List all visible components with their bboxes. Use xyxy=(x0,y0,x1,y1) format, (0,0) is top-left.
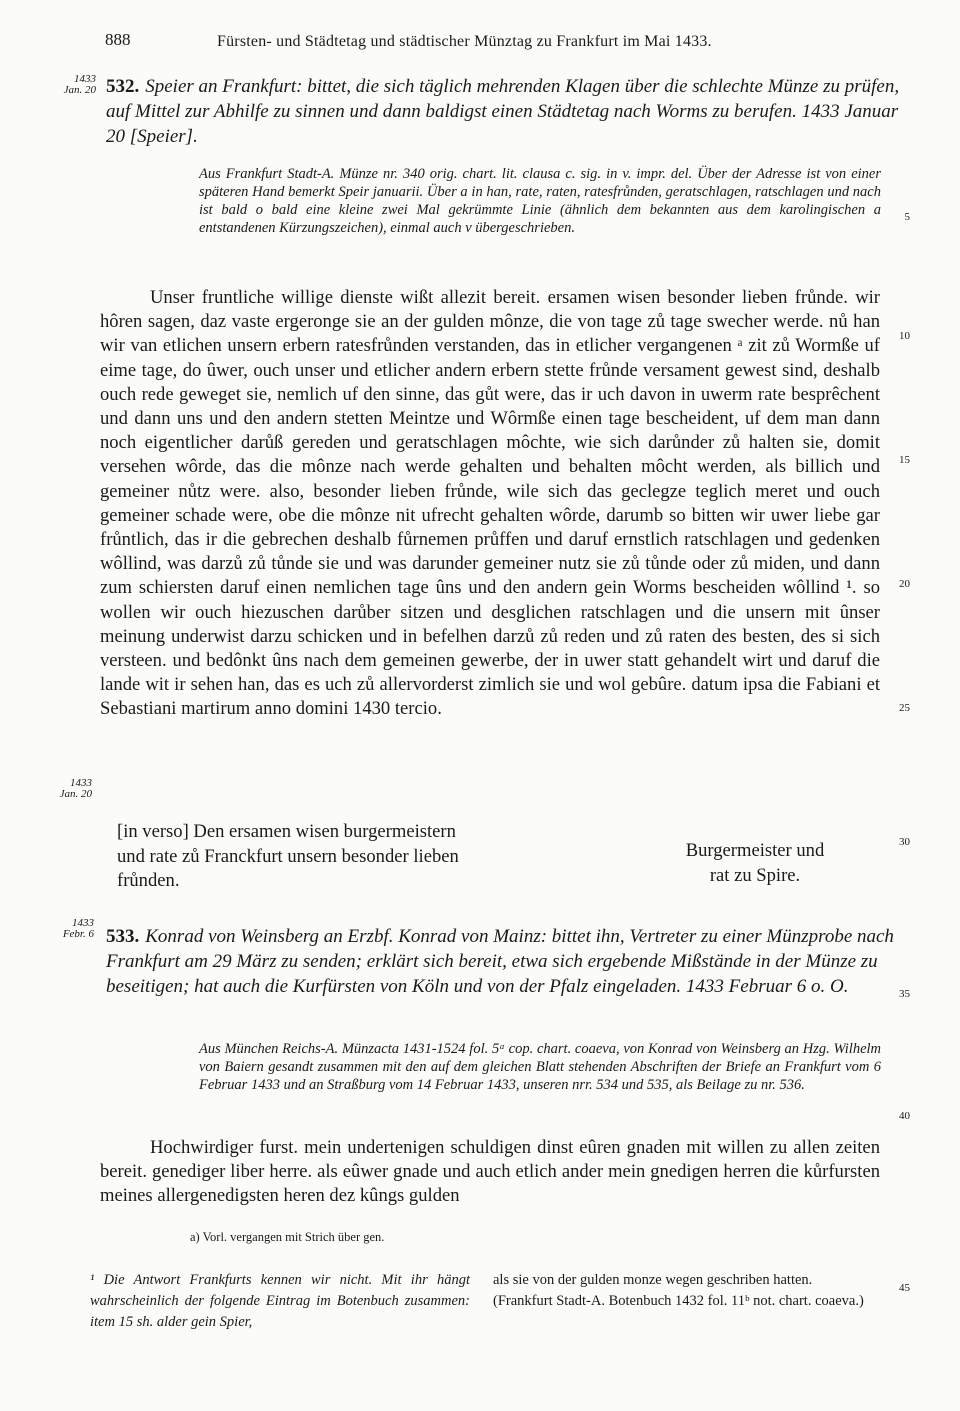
verso-text: [in verso] Den ersamen wisen burgermeistern und rate zů Franckfurt unsern besonder lieben frůnden. xyxy=(117,821,459,891)
margin-day: Febr. 6 xyxy=(62,928,94,940)
margin-day: Jan. 20 xyxy=(59,788,92,800)
line-number: 10 xyxy=(899,330,910,342)
footnote-a: a) Vorl. vergangen mit Strich über gen. xyxy=(190,1230,385,1244)
margin-date-datum xyxy=(42,778,92,800)
margin-year: 1433 xyxy=(74,73,96,85)
page-number: 888 xyxy=(105,30,131,49)
signature-line: rat zu Spire. xyxy=(709,865,801,886)
entry-532-heading xyxy=(106,74,902,149)
footnote-1-right: als sie von der gulden monze wegen geschriben hatten. (Frankfurt Stadt-A. Botenbuch 1432 fol. 11ᵇ not. chart. coaeva.) xyxy=(493,1272,864,1309)
line-number: 25 xyxy=(899,702,910,714)
line-number: 20 xyxy=(899,578,910,590)
address-verso xyxy=(117,820,479,894)
line-number: 35 xyxy=(899,988,910,1000)
line-number: 15 xyxy=(899,454,910,466)
page-header xyxy=(105,30,865,54)
margin-day: Jan. 20 xyxy=(63,84,96,96)
margin-date-532 xyxy=(48,74,96,96)
line-number: 45 xyxy=(899,1282,910,1294)
entry-533-heading xyxy=(106,924,902,999)
running-title: Fürsten- und Städtetag und städtischer Münztag zu Frankfurt im Mai 1433. xyxy=(217,33,712,50)
letter-body-533 xyxy=(100,1136,880,1209)
signature xyxy=(665,838,845,888)
line-number: 40 xyxy=(899,1110,910,1122)
letter-body-532 xyxy=(100,286,880,722)
line-number: 30 xyxy=(899,836,910,848)
margin-year: 1433 xyxy=(72,917,94,929)
entry-summary: Speier an Frankfurt: bittet, die sich täglich mehrenden Klagen über die schlechte Münze zu prüfen, auf Mittel zur Abhilfe zu sinnen und dann baldigst einen Städtetag nach Worms zu berufen. 1433 Januar 20 [Speier]. xyxy=(106,76,900,147)
line-number: 5 xyxy=(904,211,910,223)
entry-number: 532. xyxy=(106,76,140,97)
entry-number: 533. xyxy=(106,926,140,947)
margin-date-533 xyxy=(44,918,94,940)
letter-text: Unser fruntliche willige dienste wißt allezit bereit. ersamen wisen besonder lieben frůnde. wir hôren sagen, daz vaste ergeronge sie an der gulden mônze, die von tage zů tage swecher werde. nů han wir van etlichen unsern erbern ratesfrůnden verstanden, das in etlicher vergangenen ᵃ zit zů Wormße uf eime tage, do ûwer, ouch unser und etlicher andern erbern stette frůnde versament gewest sind, deshalb ouch rede geweget sie, nemlich uf den sinne, das gůt were, das ir uch davon in uwerm rate besprêchent und dann uns und den andern stetten Meintze und Wôrmße einen tage bescheident, uf dem man dann noch eigentlicher darůß gereden und geratschlagen môchte, wie sich darůnder zů halten sie, domit versehen wôrde, das die mônze nach werde gehalten und behalten môcht werden, als billich und gemeiner nůtz were. also, besonder lieben frůnde, wile sich das geclegze teglich meret und ouch gemeiner schade were, obe die mônze nit ufrecht gehalten wôrde, darumb so bitten wir uwer liebe gar frůntlich, das ir die gebrechen deshalb fůrnemen průffen und daruf ernstlich ratschlagen und gedenken wôllind, was darzů zů tůnde sie und was darunder gemeiner nutz sie zů tůnde oder zů miden, und dann zum schiersten daruf einen nemlichen tage ûns und den andern gein Worms bescheiden wôllind ¹. so wollen wir ouch hiezuschen darůber sitzen und desglichen ratschlagen und die unsern mit ûnser meinung underwist darzu schicken und in befelhen darzů zů reden und zů raten des besten, des si sich versteen. und bedônkt ûns nach dem gemeinen gewerbe, der in uwer statt gehandelt wirt und daruf die lande wit ir sehen han, das es uch zů allervorderst zimlich sie und wol gebûre. datum ipsa die Fabiani et Sebastiani martirum anno domini 1430 tercio. xyxy=(100,287,880,720)
entry-summary: Konrad von Weinsberg an Erzbf. Konrad von Mainz: bittet ihn, Vertreter zu einer Münzprobe nach Frankfurt am 29 März zu senden; erklärt sich bereit, etwa sich ergebende Mißstände in der Münze zu beseitigen; hat auch die Kurfürsten von Köln und von der Pfalz eingeladen. 1433 Februar 6 o. O. xyxy=(106,926,894,997)
signature-line: Burgermeister und xyxy=(685,840,825,861)
margin-year: 1433 xyxy=(70,777,92,789)
footnote-1-left: ¹ Die Antwort Frankfurts kennen wir nicht. Mit ihr hängt wahrscheinlich der folgende Eintrag im Botenbuch zusammen: item 15 sh. alder gein Spier, xyxy=(90,1272,470,1330)
letter-text: Hochwirdiger furst. mein undertenigen schuldigen dinst eûren gnaden mit willen zu allen zeiten bereit. genediger liber herre. als eûwer gnade und auch etlich ander mein gnedigen herren die kůrfursten meines allergenedigsten heren dez kûngs gulden xyxy=(100,1137,880,1207)
source-note-533: Aus München Reichs-A. Münzacta 1431-1524 fol. 5ᵃ cop. chart. coaeva, von Konrad von Weinsberg an Hzg. Wilhelm von Baiern gesandt zusammen mit den auf dem gleichen Blatt stehenden Abschriften der Briefe an Frankfurt vom 6 Februar 1433 und an Straßburg vom 14 Februar 1433, unseren nrr. 534 und 535, als Beilage zu nr. 536. xyxy=(199,1041,881,1093)
source-note-532: Aus Frankfurt Stadt-A. Münze nr. 340 orig. chart. lit. clausa c. sig. in v. impr. del. Über der Adresse ist von einer späteren Hand bemerkt Speir januarii. Über a in han, rate, raten, ratesfrůnden, geratschlagen, ratschlagen und nach ist bald o bald eine kleine zwei Mal gekrümmte Linie (ähnlich dem bekannten aus dem karolingischen a entstandenen Kürzungszeichen), einmal auch v übergeschrieben. xyxy=(199,166,881,236)
